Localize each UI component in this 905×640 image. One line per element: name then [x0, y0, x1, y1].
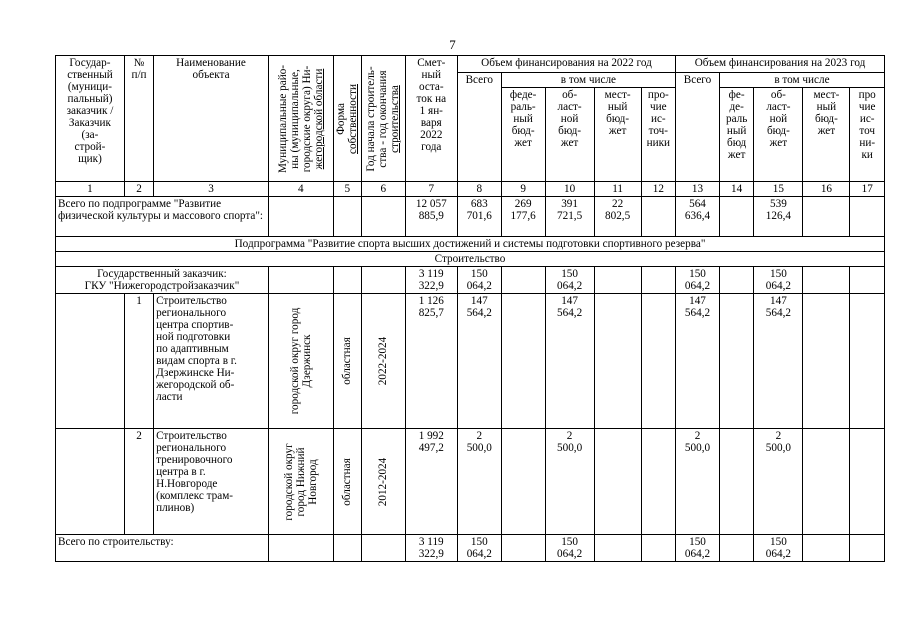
subprogram-regional-2022: 391 721,5	[545, 197, 594, 237]
row-regional-2023: 147 564,2	[754, 294, 803, 429]
column-number: 10	[545, 182, 594, 197]
empty-cell	[719, 267, 753, 294]
column-number: 8	[457, 182, 501, 197]
header-years: Год начала строитель- ства - год окончания строительства	[361, 56, 405, 182]
empty-cell	[641, 294, 675, 429]
column-number: 11	[594, 182, 641, 197]
customer-total-2023: 150 064,2	[676, 267, 720, 294]
empty-cell	[719, 535, 753, 562]
empty-cell	[719, 197, 753, 237]
column-number: 15	[754, 182, 803, 197]
empty-cell	[501, 429, 545, 535]
row-regional-2023: 2 500,0	[754, 429, 803, 535]
empty-cell	[850, 294, 885, 429]
header-regional-2023: об- ласт- ной бюд- жет	[754, 88, 803, 182]
row-ownership: областная	[333, 294, 361, 429]
subprogram-total-2023: 564 636,4	[676, 197, 720, 237]
header-including-2022: в том числе	[501, 73, 675, 88]
empty-cell	[361, 535, 405, 562]
header-local-2022: мест- ный бюд- жет	[594, 88, 641, 182]
row-total-2023: 147 564,2	[676, 294, 720, 429]
header-including-2023: в том числе	[719, 73, 884, 88]
column-number: 12	[641, 182, 675, 197]
header-total-2023: Всего	[676, 73, 720, 182]
table-row	[56, 429, 885, 535]
row-years: 2012-2024	[361, 429, 405, 535]
empty-cell	[56, 294, 125, 429]
column-number: 13	[676, 182, 720, 197]
construction-total-row	[56, 535, 885, 562]
subprogram-local-2022: 22 802,5	[594, 197, 641, 237]
header-customer: Государ- ственный (муници- пальный) заказчик / Заказчик (за- строй- щик)	[56, 56, 125, 182]
row-num: 1	[124, 294, 153, 429]
empty-cell	[594, 267, 641, 294]
column-number: 4	[268, 182, 333, 197]
column-number: 3	[154, 182, 269, 197]
empty-cell	[361, 267, 405, 294]
empty-cell	[501, 294, 545, 429]
customer-row	[56, 267, 885, 294]
subprogram-title: Подпрограмма "Развитие спорта высших достижений и системы подготовки спортивного резерва"	[56, 237, 885, 252]
row-regional-2022: 2 500,0	[545, 429, 594, 535]
construction-total-2022: 150 064,2	[457, 535, 501, 562]
row-years: 2022-2024	[361, 294, 405, 429]
empty-cell	[268, 535, 333, 562]
subprogram-federal-2022: 269 177,6	[501, 197, 545, 237]
empty-cell	[268, 267, 333, 294]
construction-estimate: 3 119 322,9	[405, 535, 457, 562]
column-number: 16	[803, 182, 850, 197]
row-object-name: Строительство регионального центра спортив- ной подготовки по адаптивным видам спорта в г. Дзержинске Ни- жегородской об- ласти	[154, 294, 269, 429]
empty-cell	[268, 197, 333, 237]
empty-cell	[803, 429, 850, 535]
column-numbers-row	[56, 182, 885, 197]
financing-table	[55, 55, 885, 562]
header-local-2023: мест- ный бюд- жет	[803, 88, 850, 182]
empty-cell	[501, 535, 545, 562]
empty-cell	[56, 429, 125, 535]
empty-cell	[850, 267, 885, 294]
empty-cell	[803, 267, 850, 294]
header-federal-2022: феде- раль- ный бюд- жет	[501, 88, 545, 182]
header-estimate: Смет- ный оста- ток на 1 ян- варя 2022 года	[405, 56, 457, 182]
column-number: 6	[361, 182, 405, 197]
column-number: 17	[850, 182, 885, 197]
header-num: № п/п	[124, 56, 153, 182]
construction-regional-2022: 150 064,2	[545, 535, 594, 562]
subprogram-title-row	[56, 237, 885, 252]
empty-cell	[803, 535, 850, 562]
row-total-2022: 147 564,2	[457, 294, 501, 429]
empty-cell	[641, 429, 675, 535]
customer-label: Государственный заказчик: ГКУ "Нижегородстройзаказчик"	[56, 267, 269, 294]
empty-cell	[361, 197, 405, 237]
empty-cell	[333, 197, 361, 237]
row-ownership: областная	[333, 429, 361, 535]
header-total-2022: Всего	[457, 73, 501, 182]
empty-cell	[719, 294, 753, 429]
column-number: 1	[56, 182, 125, 197]
row-total-2023: 2 500,0	[676, 429, 720, 535]
empty-cell	[719, 429, 753, 535]
section-title: Строительство	[56, 252, 885, 267]
empty-cell	[594, 535, 641, 562]
customer-estimate: 3 119 322,9	[405, 267, 457, 294]
customer-regional-2022: 150 064,2	[545, 267, 594, 294]
header-ownership: Форма собственности	[333, 56, 361, 182]
row-municipality: городской округ город Дзержинск	[268, 294, 333, 429]
subprogram-estimate: 12 057 885,9	[405, 197, 457, 237]
subprogram-total-row	[56, 197, 885, 237]
empty-cell	[850, 197, 885, 237]
header-row-1	[56, 56, 885, 73]
construction-regional-2023: 150 064,2	[754, 535, 803, 562]
header-federal-2023: фе- де- раль ный бюд жет	[719, 88, 753, 182]
page-number: 7	[449, 37, 456, 52]
empty-cell	[641, 535, 675, 562]
header-municipality: Муниципальные райо- ны (муниципальные, городские округа) Ни- жегородской области	[268, 56, 333, 182]
header-other-2023: про чие ис- точ ни- ки	[850, 88, 885, 182]
empty-cell	[333, 535, 361, 562]
empty-cell	[850, 535, 885, 562]
section-title-row	[56, 252, 885, 267]
empty-cell	[594, 429, 641, 535]
header-object-name: Наименование объекта	[154, 56, 269, 182]
column-number: 2	[124, 182, 153, 197]
empty-cell	[641, 197, 675, 237]
subprogram-total-2022: 683 701,6	[457, 197, 501, 237]
row-total-2022: 2 500,0	[457, 429, 501, 535]
column-number: 5	[333, 182, 361, 197]
customer-total-2022: 150 064,2	[457, 267, 501, 294]
row-estimate: 1 126 825,7	[405, 294, 457, 429]
row-regional-2022: 147 564,2	[545, 294, 594, 429]
empty-cell	[333, 267, 361, 294]
empty-cell	[803, 197, 850, 237]
header-regional-2022: об- ласт- ной бюд- жет	[545, 88, 594, 182]
empty-cell	[594, 294, 641, 429]
header-other-2022: про- чие ис- точ- ники	[641, 88, 675, 182]
subprogram-regional-2023: 539 126,4	[754, 197, 803, 237]
table-row	[56, 294, 885, 429]
customer-regional-2023: 150 064,2	[754, 267, 803, 294]
empty-cell	[641, 267, 675, 294]
row-municipality: городской округ город Нижний Новгород	[268, 429, 333, 535]
empty-cell	[850, 429, 885, 535]
empty-cell	[501, 267, 545, 294]
header-funding-2023: Объем финансирования на 2023 год	[676, 56, 885, 73]
row-num: 2	[124, 429, 153, 535]
header-funding-2022: Объем финансирования на 2022 год	[457, 56, 675, 73]
row-estimate: 1 992 497,2	[405, 429, 457, 535]
column-number: 7	[405, 182, 457, 197]
construction-total-2023: 150 064,2	[676, 535, 720, 562]
subprogram-total-label: Всего по подпрограмме "Развитие физической культуры и массового спорта":	[56, 197, 269, 237]
empty-cell	[803, 294, 850, 429]
column-number: 14	[719, 182, 753, 197]
column-number: 9	[501, 182, 545, 197]
row-object-name: Строительство регионального тренировочного центра в г. Н.Новгороде (комплекс трам- плинов)	[154, 429, 269, 535]
construction-total-label: Всего по строительству:	[56, 535, 269, 562]
